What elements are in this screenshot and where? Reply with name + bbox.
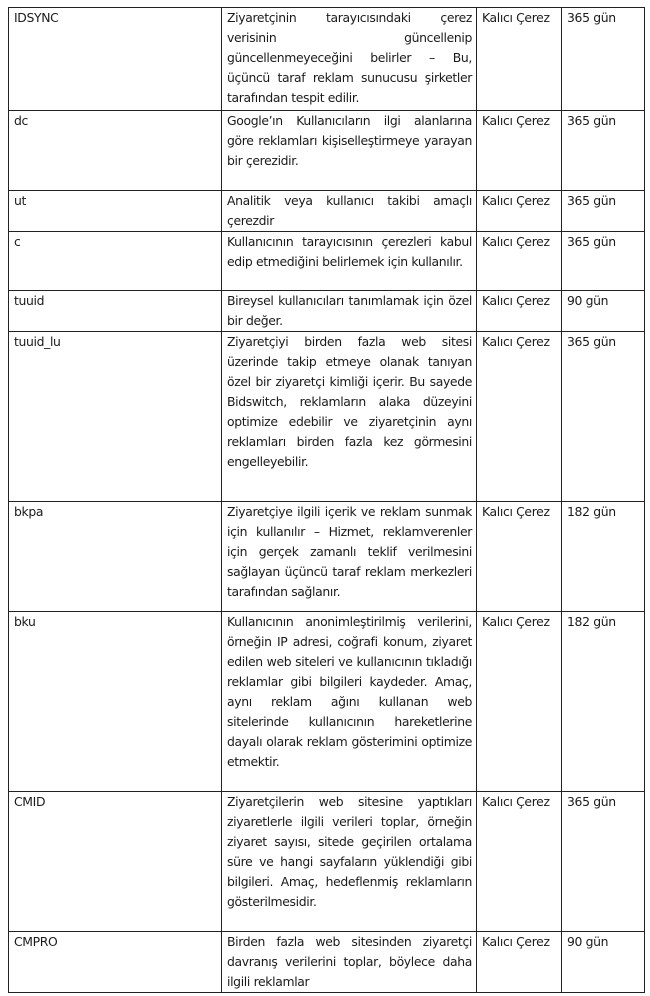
table-row — [9, 612, 645, 792]
cookie-name: c — [9, 232, 222, 291]
cookie-name: tuuid_lu — [9, 332, 222, 502]
cookie-duration: 90 gün — [562, 932, 645, 993]
cookie-name: CMID — [9, 792, 222, 932]
cookie-type: Kalıcı Çerez — [477, 191, 562, 232]
cookie-duration: 365 gün — [562, 332, 645, 502]
cookie-name: CMPRO — [9, 932, 222, 993]
cookie-description: Ziyaretçiyi birden fazla web sitesi üzerinde takip etmeye olanak tanıyan özel bir ziyaretçi kimliği içerir. Bu sayede Bidswitch, reklamların alaka düzeyini optimize edebilir ve ziyaretçinin aynı reklamları birden fazla kez görmesini engelleyebilir. — [222, 332, 477, 502]
cookie-type: Kalıcı Çerez — [477, 792, 562, 932]
table-row — [9, 502, 645, 612]
cookie-duration: 365 gün — [562, 111, 645, 191]
cookie-description: Kullanıcının anonimleştirilmiş verilerini, örneğin IP adresi, coğrafi konum, ziyaret edilen web siteleri ve kullanıcının tıkladığı reklamlar gibi bilgileri kaydeder. Amaç, aynı reklam ağını kullanan web sitelerinde kullanıcının hareketlerine dayalı olarak reklam gösterimini optimize etmektir. — [222, 612, 477, 792]
cookie-description: Bireysel kullanıcıları tanımlamak için özel bir değer. — [222, 291, 477, 332]
table-row — [9, 232, 645, 291]
table-row — [9, 291, 645, 332]
table-row — [9, 792, 645, 932]
table-row — [9, 332, 645, 502]
cookie-type: Kalıcı Çerez — [477, 932, 562, 993]
cookie-description: Analitik veya kullanıcı takibi amaçlı çerezdir — [222, 191, 477, 232]
table-row — [9, 111, 645, 191]
cookie-name: dc — [9, 111, 222, 191]
cookie-description: Ziyaretçinin tarayıcısındaki çerez verisinin güncellenip güncellenmeyeceğini belirler – Bu, üçüncü taraf reklam sunucusu şirketler tarafından tespit edilir. — [222, 8, 477, 111]
table-row — [9, 8, 645, 111]
cookie-name: bkpa — [9, 502, 222, 612]
table-row — [9, 932, 645, 993]
cookie-description: Ziyaretçilerin web sitesine yaptıkları ziyaretlerle ilgili verileri toplar, örneğin ziyaret sayısı, sitede geçirilen ortalama süre ve hangi sayfaların yüklendiği gibi bilgileri. Amaç, hedeflenmiş reklamların gösterilmesidir. — [222, 792, 477, 932]
cookie-type: Kalıcı Çerez — [477, 291, 562, 332]
cookie-type: Kalıcı Çerez — [477, 502, 562, 612]
cookie-name: tuuid — [9, 291, 222, 332]
cookie-type: Kalıcı Çerez — [477, 612, 562, 792]
cookie-duration: 182 gün — [562, 612, 645, 792]
cookie-duration: 182 gün — [562, 502, 645, 612]
cookie-type: Kalıcı Çerez — [477, 8, 562, 111]
cookie-duration: 365 gün — [562, 8, 645, 111]
cookie-description: Ziyaretçiye ilgili içerik ve reklam sunmak için kullanılır – Hizmet, reklamverenler için gerçek zamanlı teklif verilmesini sağlayan üçüncü taraf reklam merkezleri tarafından sağlanır. — [222, 502, 477, 612]
cookie-duration: 365 gün — [562, 191, 645, 232]
cookie-duration: 90 gün — [562, 291, 645, 332]
cookie-type: Kalıcı Çerez — [477, 232, 562, 291]
cookie-table — [8, 7, 645, 993]
cookie-description: Birden fazla web sitesinden ziyaretçi davranış verilerini toplar, böylece daha ilgili reklamlar — [222, 932, 477, 993]
cookie-name: bku — [9, 612, 222, 792]
cookie-name: IDSYNC — [9, 8, 222, 111]
table-row — [9, 191, 645, 232]
cookie-type: Kalıcı Çerez — [477, 332, 562, 502]
cookie-duration: 365 gün — [562, 792, 645, 932]
cookie-description: Google’ın Kullanıcıların ilgi alanlarına göre reklamları kişiselleştirmeye yarayan bir çerezidir. — [222, 111, 477, 191]
cookie-description: Kullanıcının tarayıcısının çerezleri kabul edip etmediğini belirlemek için kullanılır. — [222, 232, 477, 291]
cookie-type: Kalıcı Çerez — [477, 111, 562, 191]
cookie-duration: 365 gün — [562, 232, 645, 291]
cookie-name: ut — [9, 191, 222, 232]
